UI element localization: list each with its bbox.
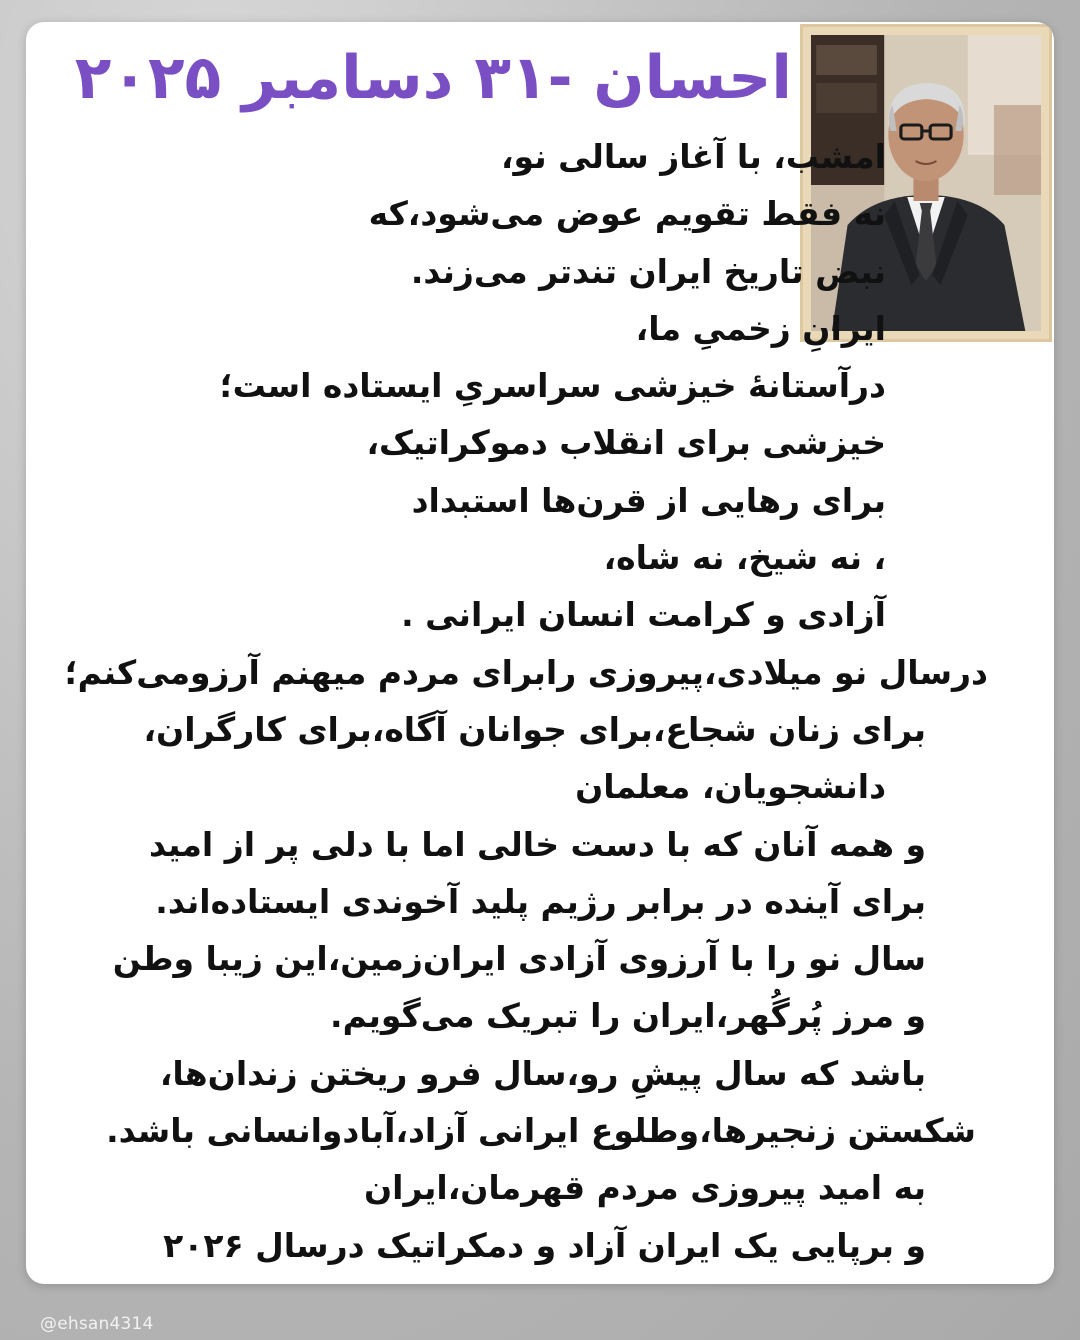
poem-line: به امید پیروزی مردم قهرمان،ایران <box>363 1168 926 1208</box>
poem-line: باشد که سال پیشِ رو،سال فرو ریختن زندان‌ها، <box>159 1053 926 1093</box>
poem-line: و همه آنان که با دست خالی اما با دلی پر از امید <box>148 824 926 864</box>
poem-line: و برپایی یک ایران آزاد و دمکراتیک درسال ۲۰۲۶ <box>163 1225 926 1265</box>
poem-line: برای رهایی از قرن‌ها استبداد <box>411 480 886 520</box>
poem-line: نبض تاریخ ایران تندتر می‌زند. <box>410 251 886 291</box>
poem-line: دانشجویان، معلمان <box>575 767 886 807</box>
poem-line: ایرانِ زخمیِ ما، <box>635 308 886 348</box>
poem-line: خیزشی برای انقلاب دموکراتیک، <box>366 423 886 463</box>
poem-line: برای زنان شجاع،برای جوانان آگاه،برای کارگران، <box>143 709 926 749</box>
poem-line: درآستانهٔ خیزشی سراسریِ ایستاده است؛ <box>219 366 886 406</box>
poem-line: سال نو را با آرزوی آزادی ایران‌زمین،این زیبا وطن <box>112 939 926 979</box>
page-title: احسان -۳۱ دسامبر ۲۰۲۵ <box>74 43 792 113</box>
poem-line: درسال نو میلادی،پیروزی رابرای مردم میهنم آرزومی‌کنم؛ <box>64 652 988 692</box>
poem-line: آزادی و کرامت انسان ایرانی . <box>401 595 886 635</box>
poem-line: ، نه شیخ، نه شاه، <box>603 538 886 578</box>
poem-line: امشب، با آغاز سالی نو، <box>500 137 886 176</box>
poem-line: شکستن زنجیرها،وطلوع ایرانی آزاد،آبادوانسانی باشد. <box>106 1111 976 1151</box>
poem-line: برای آینده در برابر رژیم پلید آخوندی ایستاده‌اند. <box>155 881 926 921</box>
poem-line: نه فقط تقویم عوض می‌شود،که <box>368 194 886 234</box>
poem-line: و مرز پُرگُهر،ایران را تبریک می‌گویم. <box>330 996 926 1036</box>
post-card <box>26 22 1054 1284</box>
poem-text <box>46 128 988 1274</box>
author-handle: @ehsan4314 <box>40 1314 154 1334</box>
